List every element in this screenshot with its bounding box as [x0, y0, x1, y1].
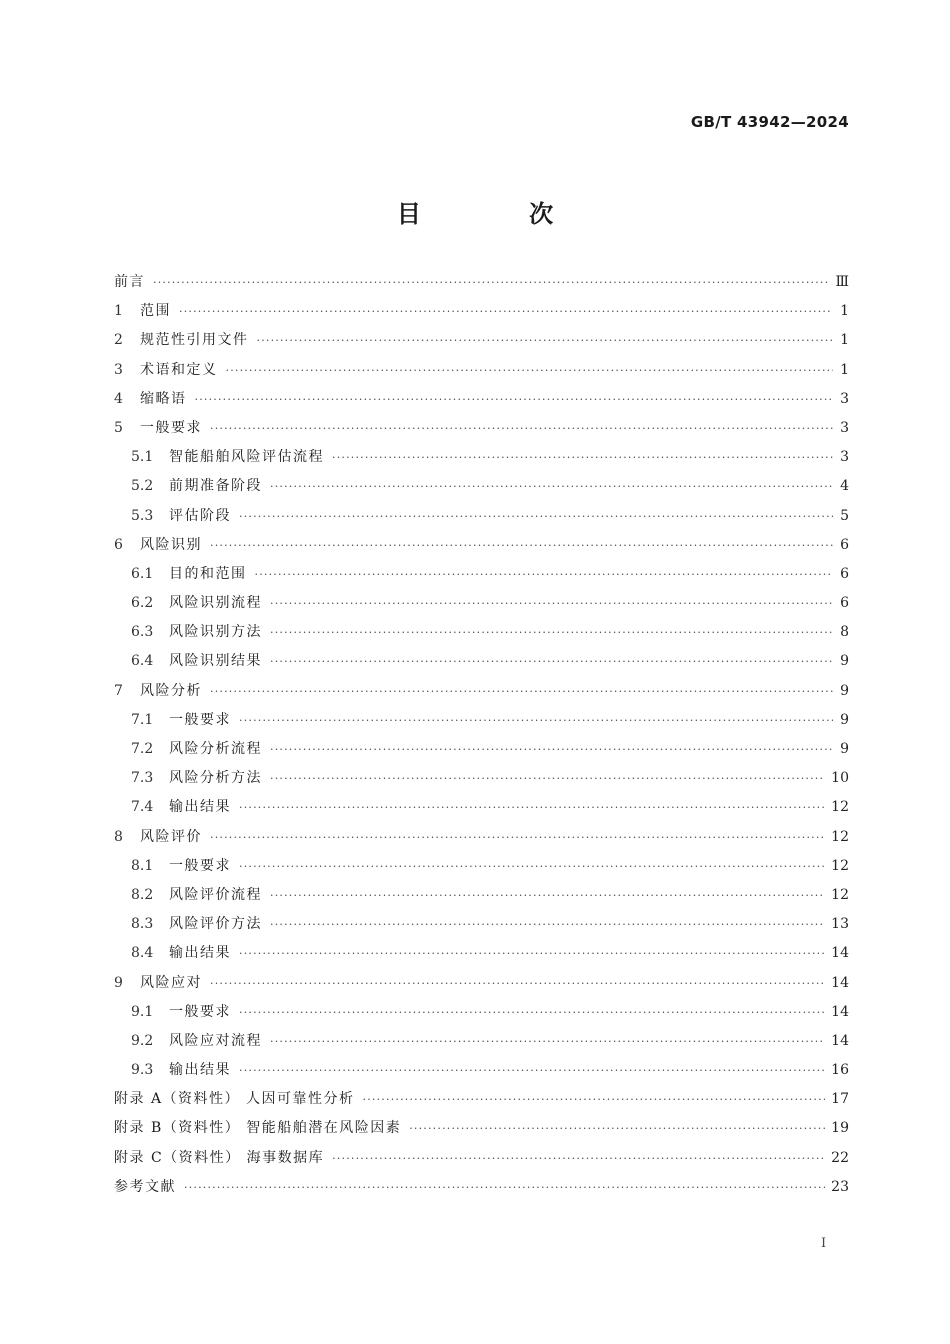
toc-dot-leader — [270, 910, 825, 939]
toc-entry-number: 7.2 — [131, 741, 154, 757]
toc-dot-leader — [239, 502, 833, 531]
toc-entry[interactable] — [114, 443, 849, 472]
toc-entry[interactable] — [114, 1144, 849, 1173]
toc-entry[interactable] — [114, 385, 849, 414]
toc-entry-page: 3 — [840, 449, 849, 466]
toc-entry-label: 风险应对 — [140, 974, 202, 991]
toc-entry-number: 9 — [114, 974, 123, 991]
toc-entry-label: 一般要求 — [140, 419, 202, 436]
toc-entry-page: 6 — [840, 565, 849, 582]
toc-entry-page: 12 — [831, 828, 849, 845]
toc-entry-page: 1 — [840, 303, 849, 320]
toc-entry-number: 9.1 — [131, 1003, 154, 1020]
toc-entry[interactable] — [114, 677, 849, 706]
toc-entry-page: 23 — [831, 1178, 849, 1195]
toc-dot-leader — [153, 268, 829, 297]
toc-entry[interactable] — [114, 414, 849, 443]
toc-entry[interactable] — [114, 910, 849, 939]
toc-dot-leader — [239, 939, 825, 968]
toc-entry-page: 14 — [831, 1003, 849, 1020]
toc-entry[interactable] — [114, 735, 849, 764]
toc-entry-page: 19 — [831, 1120, 849, 1137]
toc-entry[interactable] — [114, 706, 849, 735]
toc-entry-number: 8 — [114, 828, 123, 845]
toc-dot-leader — [210, 823, 825, 852]
toc-dot-leader — [270, 764, 825, 793]
toc-entry-page: 5 — [840, 507, 849, 524]
toc-entry-number: 8.2 — [131, 886, 154, 903]
toc-entry-number: 5.1 — [131, 449, 154, 466]
toc-entry-page: 10 — [831, 770, 849, 787]
toc-dot-leader — [409, 1114, 825, 1143]
toc-entry-number: 6.4 — [131, 653, 154, 670]
toc-entry-page: 17 — [831, 1091, 849, 1108]
toc-entry-label: 风险分析方法 — [169, 770, 262, 787]
toc-entry-label: 附录 C（资料性） 海事数据库 — [114, 1149, 325, 1166]
toc-entry-page: 9 — [840, 682, 849, 699]
toc-entry-page: 3 — [840, 419, 849, 436]
toc-dot-leader — [363, 1085, 826, 1114]
toc-entry-label: 术语和定义 — [140, 361, 218, 378]
toc-dot-leader — [257, 326, 834, 355]
toc-entry-page: 14 — [831, 974, 849, 991]
toc-entry[interactable] — [114, 531, 849, 560]
toc-dot-leader — [270, 647, 833, 676]
toc-entry-label: 风险识别方法 — [169, 624, 262, 641]
page-title: 目 次 — [396, 200, 604, 228]
toc-entry-number: 4 — [114, 390, 123, 407]
toc-entry[interactable] — [114, 268, 849, 297]
toc-entry-page: 16 — [831, 1062, 849, 1079]
toc-entry[interactable] — [114, 998, 849, 1027]
toc-entry[interactable] — [114, 1085, 849, 1114]
toc-entry[interactable] — [114, 326, 849, 355]
toc-entry[interactable] — [114, 356, 849, 385]
toc-entry-page: Ⅲ — [835, 274, 849, 290]
toc-entry-label: 一般要求 — [169, 711, 231, 728]
toc-entry-label: 风险识别流程 — [169, 595, 262, 612]
toc-entry-page: 6 — [840, 536, 849, 553]
toc-entry-page: 9 — [840, 653, 849, 670]
toc-entry-number: 7.4 — [131, 799, 154, 816]
toc-dot-leader — [226, 356, 834, 385]
toc-entry-number: 6.2 — [131, 595, 154, 612]
toc-entry-label: 缩略语 — [140, 390, 187, 407]
toc-entry[interactable] — [114, 472, 849, 501]
toc-dot-leader — [270, 472, 833, 501]
toc-entry-label: 输出结果 — [169, 1062, 231, 1079]
toc-entry[interactable] — [114, 618, 849, 647]
toc-entry-number: 9.3 — [131, 1062, 154, 1079]
toc-entry-label: 一般要求 — [169, 1003, 231, 1020]
toc-dot-leader — [184, 1173, 825, 1202]
toc-dot-leader — [210, 531, 833, 560]
toc-entry-page: 12 — [831, 857, 849, 874]
toc-dot-leader — [210, 677, 833, 706]
toc-entry-number: 5 — [114, 419, 123, 436]
toc-dot-leader — [210, 969, 825, 998]
toc-entry-label: 参考文献 — [114, 1178, 176, 1195]
toc-dot-leader — [270, 618, 833, 647]
toc-entry-page: 4 — [840, 478, 849, 495]
toc-entry-label: 风险识别 — [140, 536, 202, 553]
table-of-contents — [114, 268, 849, 1202]
toc-entry-number: 8.4 — [131, 945, 154, 962]
toc-entry-page: 13 — [831, 916, 849, 933]
toc-entry-label: 附录 A（资料性） 人因可靠性分析 — [114, 1091, 355, 1108]
toc-entry-page: 1 — [840, 361, 849, 378]
toc-entry[interactable] — [114, 793, 849, 822]
toc-entry-label: 风险识别结果 — [169, 653, 262, 670]
toc-entry-page: 22 — [831, 1149, 849, 1166]
toc-entry[interactable] — [114, 647, 849, 676]
toc-dot-leader — [270, 881, 825, 910]
toc-entry-label: 风险应对流程 — [169, 1032, 262, 1049]
toc-entry-page: 14 — [831, 1032, 849, 1049]
toc-entry[interactable] — [114, 852, 849, 881]
toc-dot-leader — [332, 1144, 825, 1173]
toc-entry-number: 6.1 — [131, 565, 154, 582]
toc-entry[interactable] — [114, 881, 849, 910]
toc-entry[interactable] — [114, 1056, 849, 1085]
toc-dot-leader — [239, 1056, 825, 1085]
toc-entry-label: 一般要求 — [169, 857, 231, 874]
toc-entry-number: 9.2 — [131, 1032, 154, 1049]
toc-dot-leader — [239, 852, 825, 881]
toc-entry-label: 风险评价 — [140, 828, 202, 845]
toc-dot-leader — [239, 706, 833, 735]
toc-entry[interactable] — [114, 589, 849, 618]
toc-entry[interactable] — [114, 969, 849, 998]
toc-entry[interactable] — [114, 823, 849, 852]
toc-entry-number: 7.3 — [131, 770, 154, 787]
toc-dot-leader — [270, 1027, 825, 1056]
toc-entry-label: 前言 — [114, 274, 145, 290]
toc-dot-leader — [255, 560, 834, 589]
toc-entry-label: 输出结果 — [169, 799, 231, 816]
toc-entry-number: 7.1 — [131, 711, 154, 728]
toc-entry-page: 9 — [840, 741, 849, 757]
toc-dot-leader — [270, 589, 833, 618]
toc-entry-number: 5.3 — [131, 507, 154, 524]
toc-dot-leader — [210, 414, 833, 443]
toc-entry-label: 目的和范围 — [169, 565, 247, 582]
toc-dot-leader — [195, 385, 834, 414]
toc-dot-leader — [270, 735, 833, 764]
toc-entry[interactable] — [114, 764, 849, 793]
toc-entry-label: 风险评价流程 — [169, 886, 262, 903]
toc-entry-number: 7 — [114, 682, 123, 699]
toc-entry-page: 9 — [840, 711, 849, 728]
toc-entry-label: 智能船舶风险评估流程 — [169, 449, 324, 466]
toc-entry-page: 3 — [840, 390, 849, 407]
toc-entry-page: 14 — [831, 945, 849, 962]
toc-entry-label: 评估阶段 — [169, 507, 231, 524]
toc-entry-page: 12 — [831, 886, 849, 903]
toc-entry-number: 3 — [114, 361, 123, 378]
toc-entry-label: 附录 B（资料性） 智能船舶潜在风险因素 — [114, 1120, 402, 1137]
toc-entry-page: 6 — [840, 595, 849, 612]
toc-entry-number: 2 — [114, 332, 123, 349]
toc-entry[interactable] — [114, 560, 849, 589]
toc-entry-label: 风险分析流程 — [169, 741, 262, 757]
toc-entry-number: 8.3 — [131, 916, 154, 933]
toc-entry-number: 8.1 — [131, 857, 154, 874]
toc-entry-number: 5.2 — [131, 478, 154, 495]
toc-entry-page: 1 — [840, 332, 849, 349]
toc-entry-label: 前期准备阶段 — [169, 478, 262, 495]
toc-entry-label: 范围 — [140, 303, 171, 320]
toc-entry[interactable] — [114, 1173, 849, 1202]
page-number: Ⅰ — [821, 1236, 827, 1251]
standard-code: GB/T 43942—2024 — [690, 113, 849, 131]
toc-dot-leader — [239, 793, 825, 822]
toc-dot-leader — [239, 998, 825, 1027]
toc-entry-number: 6 — [114, 536, 123, 553]
toc-entry[interactable] — [114, 939, 849, 968]
toc-entry-page: 12 — [831, 799, 849, 816]
toc-dot-leader — [332, 443, 833, 472]
toc-entry[interactable] — [114, 502, 849, 531]
toc-entry-number: 1 — [114, 303, 123, 320]
toc-dot-leader — [179, 297, 833, 326]
toc-entry-label: 输出结果 — [169, 945, 231, 962]
toc-entry-label: 规范性引用文件 — [140, 332, 249, 349]
toc-entry-label: 风险分析 — [140, 682, 202, 699]
toc-entry[interactable] — [114, 297, 849, 326]
toc-entry-number: 6.3 — [131, 624, 154, 641]
toc-entry-page: 8 — [840, 624, 849, 641]
toc-entry[interactable] — [114, 1027, 849, 1056]
toc-entry[interactable] — [114, 1114, 849, 1143]
toc-entry-label: 风险评价方法 — [169, 916, 262, 933]
